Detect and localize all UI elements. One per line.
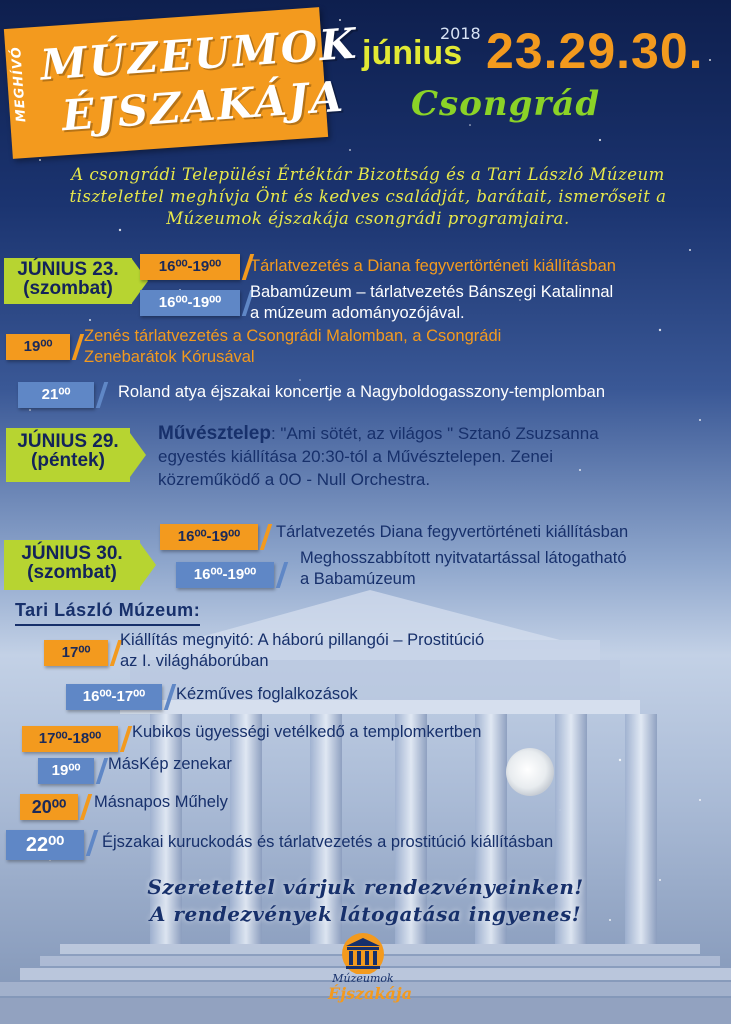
event-text: Tárlatvezetés Diana fegyvertörténeti kiállításban: [276, 523, 629, 541]
logo-text-line-2: Éjszakája: [328, 984, 413, 1003]
day-date: JÚNIUS 29.: [17, 431, 119, 452]
day-weekday: (péntek): [31, 450, 105, 471]
day-tag-jun23: [4, 258, 132, 304]
title-line-1: MÚZEUMOK: [38, 18, 360, 90]
event-heading: Művésztelep: [158, 423, 271, 444]
event-text-line: [158, 422, 599, 445]
event-text-line: a múzeum adományozójával.: [250, 304, 465, 322]
temple-logo-icon: [328, 930, 398, 974]
day-weekday: (szombat): [23, 278, 113, 299]
time-tag: 16⁰⁰-19⁰⁰: [160, 524, 258, 550]
event-text: [158, 422, 599, 491]
intro-text: A csongrádi Települési Értéktár Bizottság és a Tari László Múzeum tisztelettel meghívja Önt és kedves családját, barátait, ismerőseit a Múzeumok éjszakája csongrádi programjaira.: [69, 165, 667, 228]
event-text: Kubikos ügyességi vetélkedő a templomkertben: [132, 723, 482, 741]
event-text-line: Zenés tárlatvezetés a Csongrádi Malomban, a Csongrádi: [84, 327, 502, 345]
time-tag: 17⁰⁰: [44, 640, 108, 666]
event-text: Kézműves foglalkozások: [176, 685, 358, 703]
event-text-line: közreműködő a 0O - Null Orchestra.: [158, 470, 431, 489]
event-text-line: Kiállítás megnyitó: A háború pillangói – Prostitúció: [120, 631, 485, 649]
event-text-span: : "Ami sötét, az világos " Sztanó Zsuzsanna: [270, 424, 599, 443]
title-line-2: ÉJSZAKÁJA: [60, 71, 347, 141]
time-tag: 20⁰⁰: [20, 794, 78, 820]
event-text: MásKép zenekar: [108, 755, 232, 773]
event-text-line: az I. világháborúban: [120, 652, 269, 670]
event-days: 23.29.30.: [486, 23, 704, 79]
event-text: Éjszakai kuruckodás és tárlatvezetés a prostitúció kiállításban: [102, 833, 554, 851]
time-tag: 22⁰⁰: [6, 830, 84, 860]
event-text-line: Babamúzeum – tárlatvezetés Bánszegi Katalinnal: [250, 283, 614, 301]
event-text-line: egyestés kiállítása 20:30-tól a Művésztelepen. Zenei: [158, 447, 554, 466]
day-tag-jun29: [6, 428, 130, 482]
event-month: június: [362, 34, 463, 72]
event-text: Tárlatvezetés a Diana fegyvertörténeti kiállításban: [250, 257, 616, 275]
closing-line-1: Szeretettel várjuk rendezvényeinken!: [147, 875, 584, 899]
closing-line-2: A rendezvények látogatása ingyenes!: [149, 902, 582, 926]
time-tag: 17⁰⁰-18⁰⁰: [22, 726, 118, 752]
day-tag-jun30: [4, 540, 140, 590]
event-text: Másnapos Műhely: [94, 793, 228, 811]
title-banner: [4, 7, 360, 159]
day-date: JÚNIUS 30.: [21, 543, 123, 564]
time-tag: 16⁰⁰-19⁰⁰: [140, 254, 240, 280]
event-text: [250, 282, 613, 324]
time-tag: 16⁰⁰-19⁰⁰: [176, 562, 274, 588]
event-text-line: Meghosszabbított nyitvatartással látogatható: [300, 549, 627, 567]
invitation-label: MEGHÍVÓ: [9, 45, 30, 123]
event-text-line: Zenebarátok Kórusával: [84, 348, 255, 366]
logo-text-line-1: Múzeumok: [332, 972, 394, 985]
event-text: [300, 548, 627, 590]
day-date: JÚNIUS 23.: [17, 259, 119, 280]
event-text: [84, 326, 501, 368]
event-text: [120, 630, 484, 672]
event-city: Csongrád: [411, 84, 601, 124]
event-text: Roland atya éjszakai koncertje a Nagyboldogasszony-templomban: [118, 383, 606, 401]
time-tag: 21⁰⁰: [18, 382, 94, 408]
museum-night-logo: [328, 930, 413, 1010]
event-year: 2018: [440, 24, 481, 43]
section-title-museum: Tari László Múzeum:: [15, 600, 200, 626]
time-tag: 16⁰⁰-19⁰⁰: [140, 290, 240, 316]
time-tag: 19⁰⁰: [38, 758, 94, 784]
time-tag: 16⁰⁰-17⁰⁰: [66, 684, 162, 710]
day-weekday: (szombat): [27, 562, 117, 583]
event-text-line: a Babamúzeum: [300, 570, 416, 588]
time-tag: 19⁰⁰: [6, 334, 70, 360]
